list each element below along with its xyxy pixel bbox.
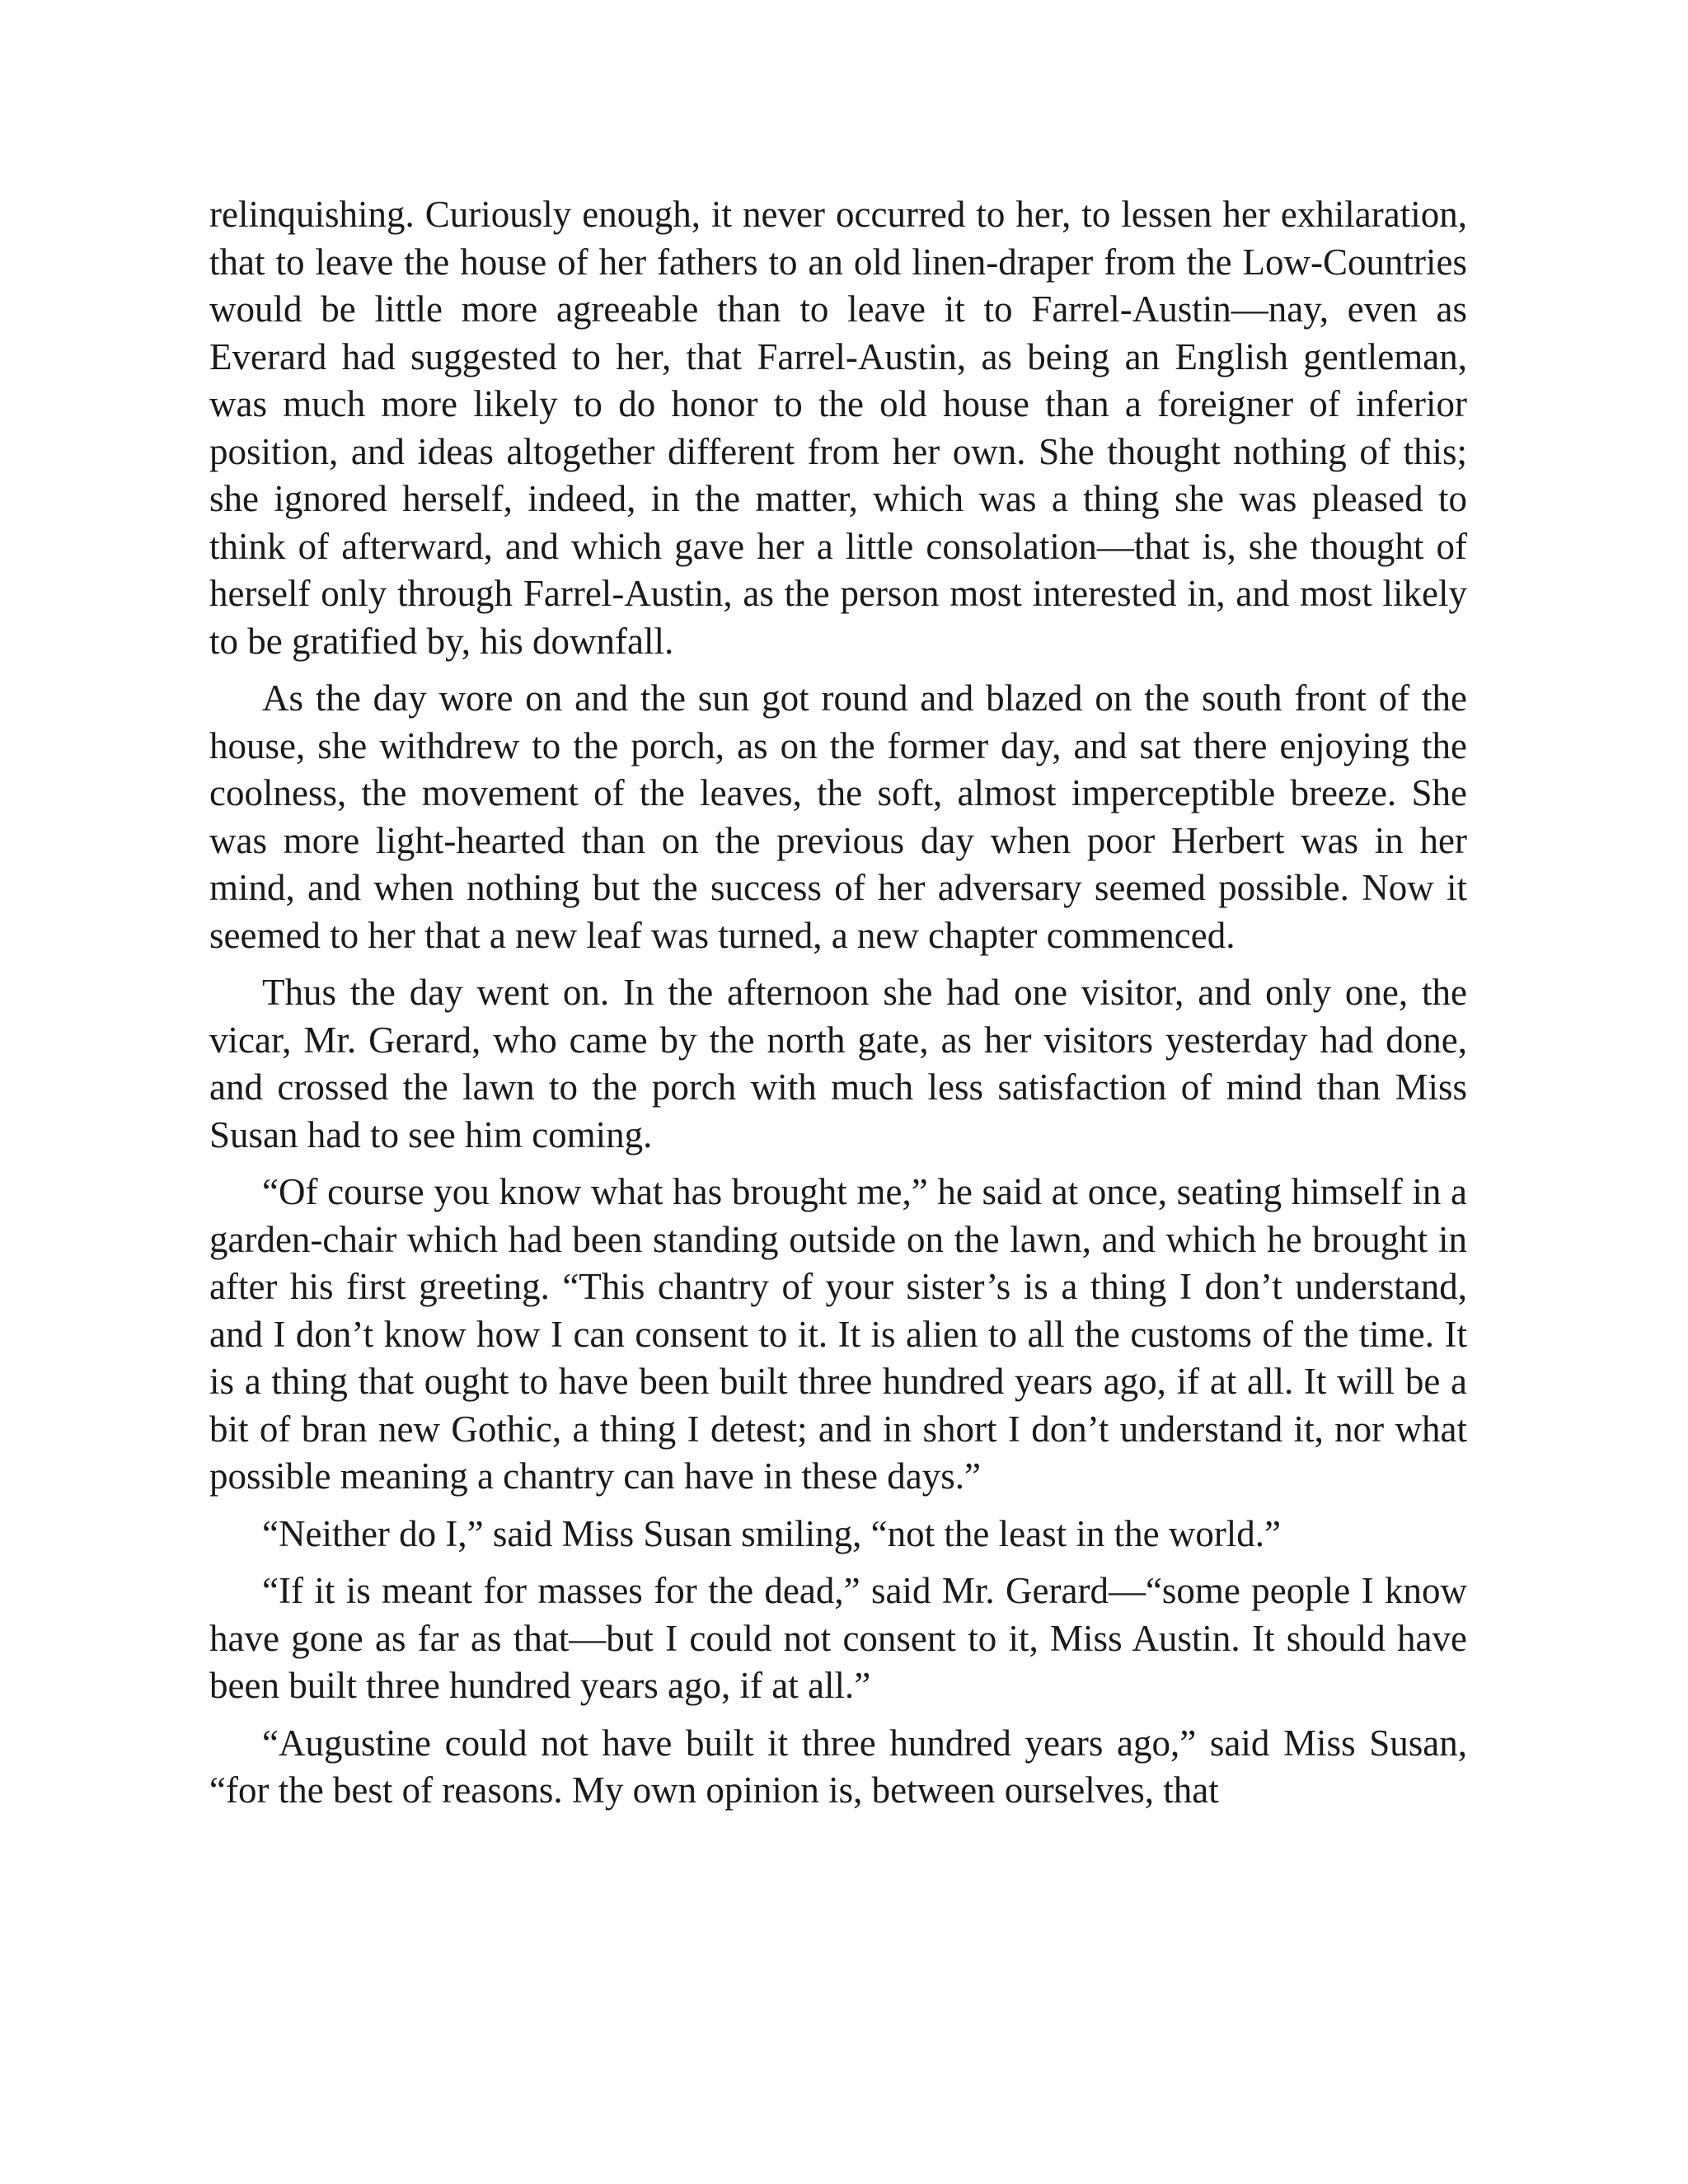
paragraph-dialogue: “Neither do I,” said Miss Susan smiling, “not the least in the world.”: [262, 1512, 1282, 1554]
paragraph-continuation: relinquishing. Curiously enough, it never occurred to her, to lessen her exhilaration, that to leave the house of her fathers to an old linen-draper from the Low-Countries would be little more agreeable than to leave it to Farrel-Austin—nay, even as Everard had suggested to her, that Farrel-Austin, as being an English gentleman, was much more likely to do honor to the old house than a foreigner of inferior position, and ideas altogether different from her own. She thought nothing of this; she ignored herself, indeed, in the matter, which was a thing she was pleased to think of afterward, and which gave her a little consolation—that is, she thought of herself only through Farrel-Austin, as the person most interested in, and most likely to be gratified by, his downfall.: [209, 194, 1467, 662]
paragraph: Thus the day went on. In the afternoon she had one visitor, and only one, the vicar, Mr. Gerard, who came by the north gate, as her visitors yesterday had done, and crossed the lawn to the porch with much less satisfaction of mind than Miss Susan had to see him coming.: [209, 972, 1467, 1155]
page-body-text: [209, 191, 1467, 1815]
paragraph-dialogue: “Augustine could not have built it three hundred years ago,” said Miss Susan, “for the best of reasons. My own opinion is, between ourselves, that: [209, 1722, 1467, 1811]
paragraph: As the day wore on and the sun got round and blazed on the south front of the house, she withdrew to the porch, as on the former day, and sat there enjoying the coolness, the movement of the leaves, the soft, almost imperceptible breeze. She was more light-hearted than on the previous day when poor Herbert was in her mind, and when nothing but the success of her adversary seemed possible. Now it seemed to her that a new leaf was turned, a new chapter commenced.: [209, 677, 1467, 956]
paragraph-dialogue: “If it is meant for masses for the dead,” said Mr. Gerard—“some people I know have gone as far as that—but I could not consent to it, Miss Austin. It should have been built three hundred years ago, if at all.”: [209, 1570, 1467, 1706]
paragraph-dialogue: “Of course you know what has brought me,” he said at once, seating himself in a garden-chair which had been standing outside on the lawn, and which he brought in after his first greeting. “This chantry of your sister’s is a thing I don’t understand, and I don’t know how I can consent to it. It is alien to all the customs of the time. It is a thing that ought to have been built three hundred years ago, if at all. It will be a bit of bran new Gothic, a thing I detest; and in short I don’t understand it, nor what possible meaning a chantry can have in these days.”: [209, 1171, 1467, 1497]
